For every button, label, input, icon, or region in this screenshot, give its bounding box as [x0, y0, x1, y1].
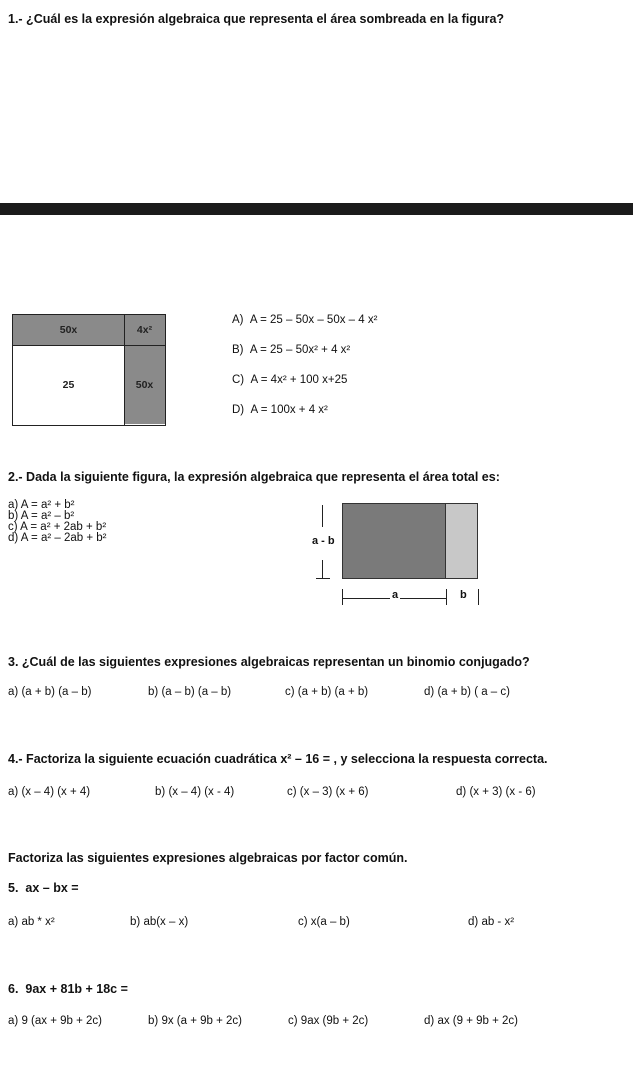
fig1-top-right-cell: [124, 315, 165, 345]
option-letter: d): [468, 916, 479, 928]
fig2-side-line-top: [322, 505, 323, 527]
black-divider-bar: [0, 203, 633, 215]
q1-option-d[interactable]: [232, 404, 328, 416]
fig1-horizontal-line: [13, 345, 165, 346]
option-letter: c): [288, 1015, 298, 1027]
option-text: A = 25 – 50x – 50x – 4 x²: [249, 314, 378, 326]
option-text: A = a² + 2ab + b²: [20, 521, 107, 533]
option-text: A = a² – 2ab + b²: [20, 532, 107, 544]
question-1-title: 1.- ¿Cuál es la expresión algebraica que representa el área sombreada en la figura?: [8, 12, 505, 26]
fig1-top-left-cell: [13, 315, 124, 345]
fig2-light-rect: [445, 503, 478, 579]
fig2-dark-rect: [342, 503, 446, 579]
q5-expression: ax – bx =: [25, 881, 79, 895]
option-text: A = a² + b²: [20, 499, 75, 511]
option-text: (a + b) (a + b): [297, 686, 369, 698]
option-letter: b): [155, 786, 166, 798]
option-letter: c): [8, 521, 18, 533]
option-letter: c): [298, 916, 308, 928]
question-3-title: 3. ¿Cuál de las siguientes expresiones algebraicas representan un binomio conjugado?: [8, 655, 530, 669]
q6-option-a[interactable]: [8, 1015, 102, 1027]
option-letter: b): [148, 686, 159, 698]
section-title: Factoriza las siguientes expresiones algebraicas por factor común.: [8, 851, 408, 865]
option-letter: A): [232, 314, 244, 326]
q6-option-b[interactable]: [148, 1015, 242, 1027]
option-letter: c): [287, 786, 297, 798]
option-text: (a + b) ( a – c): [437, 686, 510, 698]
option-letter: B): [232, 344, 244, 356]
option-text: A = 100x + 4 x²: [250, 404, 328, 416]
q4-option-a[interactable]: [8, 786, 90, 798]
option-letter: a): [8, 1015, 19, 1027]
fig1-label-25: 25: [62, 378, 75, 391]
fig2-bottom-tick-mid: [446, 589, 447, 605]
option-text: A = 25 – 50x² + 4 x²: [249, 344, 351, 356]
q5-option-c[interactable]: [298, 916, 350, 928]
option-letter: d): [456, 786, 467, 798]
fig2-label-b: b: [460, 589, 467, 601]
option-letter: a): [8, 499, 19, 511]
fig1-vertical-line: [124, 315, 125, 425]
question-2-title: 2.- Dada la siguiente figura, la expresión algebraica que representa el área total es:: [8, 470, 500, 484]
fig1-bottom-left-cell: [13, 345, 124, 424]
question-2-figure: [342, 503, 478, 579]
option-letter: C): [232, 374, 245, 386]
q3-option-d[interactable]: [424, 686, 510, 698]
option-text: A = a² – b²: [20, 510, 75, 522]
q4-option-c[interactable]: [287, 786, 369, 798]
q2-options: [8, 500, 106, 544]
fig2-side-tick: [316, 578, 330, 579]
option-letter: b): [8, 510, 19, 522]
q4-equation: x² – 16 = ,: [280, 752, 337, 766]
option-text: 9ax (9b + 2c): [300, 1015, 369, 1027]
option-letter: d): [8, 532, 19, 544]
option-text: 9x (a + 9b + 2c): [161, 1015, 242, 1027]
fig2-bottom-tick-right: [478, 589, 479, 605]
option-text: 9 (ax + 9b + 2c): [21, 1015, 102, 1027]
option-text: (x + 3) (x - 6): [469, 786, 536, 798]
q5-label: 5.: [8, 881, 19, 895]
q4-option-d[interactable]: [456, 786, 536, 798]
q3-option-c[interactable]: [285, 686, 368, 698]
option-text: (x – 4) (x + 4): [21, 786, 91, 798]
option-text: ab(x – x): [143, 916, 189, 928]
q5-option-b[interactable]: [130, 916, 188, 928]
q4-title-post: y selecciona la respuesta correcta.: [340, 752, 548, 766]
question-4-title: [8, 752, 548, 766]
question-5-title: [8, 881, 79, 895]
q3-option-b[interactable]: [148, 686, 231, 698]
option-letter: a): [8, 786, 19, 798]
option-letter: b): [148, 1015, 159, 1027]
option-letter: b): [130, 916, 141, 928]
q1-option-a[interactable]: [232, 314, 377, 326]
q4-title-pre: 4.- Factoriza la siguiente ecuación cuadrática: [8, 752, 277, 766]
q3-option-a[interactable]: [8, 686, 91, 698]
option-letter: d): [424, 1015, 435, 1027]
option-letter: a): [8, 916, 19, 928]
question-6-title: [8, 982, 128, 996]
q2-option-d[interactable]: [8, 533, 106, 544]
q5-option-a[interactable]: [8, 916, 55, 928]
option-letter: c): [285, 686, 295, 698]
q6-label: 6.: [8, 982, 19, 996]
option-text: (x – 4) (x - 4): [168, 786, 235, 798]
fig1-label-50x-right: 50x: [135, 378, 154, 391]
option-text: x(a – b): [310, 916, 350, 928]
q1-option-b[interactable]: [232, 344, 350, 356]
option-letter: a): [8, 686, 19, 698]
q5-option-d[interactable]: [468, 916, 514, 928]
option-text: ax (9 + 9b + 2c): [437, 1015, 518, 1027]
option-text: (a – b) (a – b): [161, 686, 232, 698]
fig2-side-line-bottom: [322, 560, 323, 578]
q6-option-c[interactable]: [288, 1015, 368, 1027]
option-letter: D): [232, 404, 245, 416]
q6-option-d[interactable]: [424, 1015, 518, 1027]
option-text: ab * x²: [21, 916, 55, 928]
option-text: ab - x²: [481, 916, 515, 928]
q4-option-b[interactable]: [155, 786, 234, 798]
fig2-label-a: a: [392, 589, 399, 601]
fig1-label-4x2: 4x²: [136, 324, 153, 336]
q1-option-c[interactable]: [232, 374, 347, 386]
fig1-bottom-right-cell: [124, 345, 165, 424]
q6-expression: 9ax + 81b + 18c =: [25, 982, 128, 996]
question-1-figure: [12, 314, 166, 426]
option-text: A = 4x² + 100 x+25: [250, 374, 348, 386]
fig2-side-label: a - b: [312, 535, 335, 547]
option-letter: d): [424, 686, 435, 698]
option-text: (x – 3) (x + 6): [299, 786, 369, 798]
fig1-label-50x: 50x: [59, 324, 78, 336]
option-text: (a + b) (a – b): [21, 686, 92, 698]
fig2-bottom-tick-left: [342, 589, 343, 605]
